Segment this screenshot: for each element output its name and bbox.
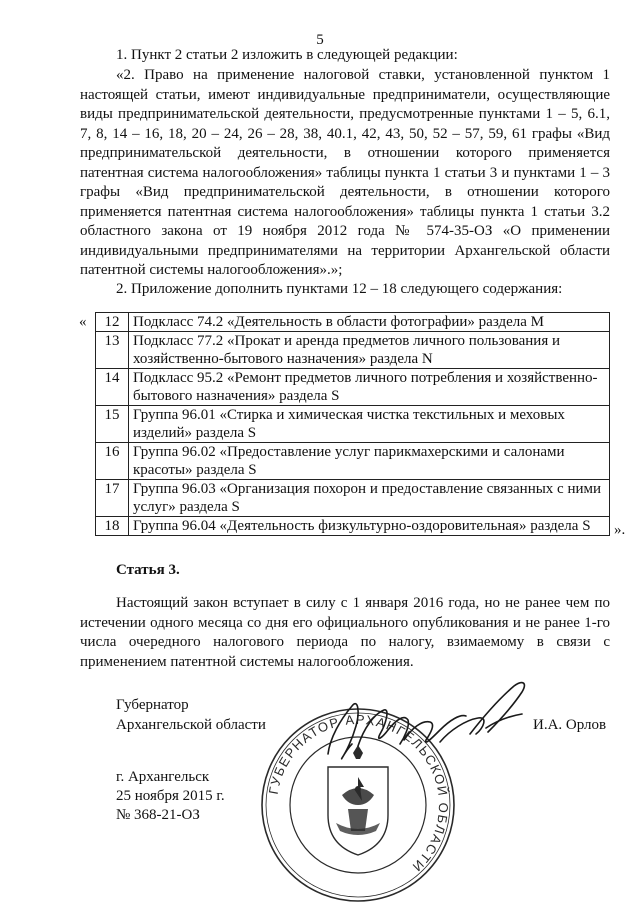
paragraph-effective-date: Настоящий закон вступает в силу с 1 января 2016 года, но не ранее чем по истечении одного месяца со дня его официального опубликования и не ранее 1-го числа очередного налогового периода по налогу, взимаемому в связи с применением патентной системы налогообложения. <box>80 595 610 670</box>
table-opening-quote: « <box>79 314 87 330</box>
signatory-title <box>116 695 266 735</box>
paragraph-amendment-intro: 1. Пункт 2 статьи 2 изложить в следующей редакции: <box>116 47 458 63</box>
row-text: Группа 96.03 «Организация похорон и предоставление связанных с ними услуг» раздела S <box>129 480 610 517</box>
place: г. Архангельск <box>116 769 210 785</box>
table-row <box>96 517 610 536</box>
row-text: Группа 96.04 «Деятельность физкультурно-оздоровительная» раздела S <box>129 517 610 536</box>
law-number: № 368-21-ОЗ <box>116 807 200 823</box>
row-text: Группа 96.01 «Стирка и химическая чистка текстильных и меховых изделий» раздела S <box>129 406 610 443</box>
table-row <box>96 313 610 332</box>
paragraph-appendix-intro: 2. Приложение дополнить пунктами 12 – 18 следующего содержания: <box>116 281 563 297</box>
row-number: 14 <box>96 369 129 406</box>
appendix-table <box>95 312 610 536</box>
svg-text:ГУБЕРНАТОР АРХАНГЕЛЬСКОЙ ОБЛАС: ГУБЕРНАТОР АРХАНГЕЛЬСКОЙ ОБЛАСТИ <box>265 711 452 876</box>
page-number: 5 <box>316 32 324 48</box>
signatory-title-line2: Архангельской области <box>116 717 266 733</box>
date: 25 ноября 2015 г. <box>116 788 225 804</box>
table-closing-quote: ». <box>614 522 626 538</box>
row-number: 12 <box>96 313 129 332</box>
row-number: 13 <box>96 332 129 369</box>
row-number: 18 <box>96 517 129 536</box>
article-title: Статья 3. <box>116 562 180 578</box>
row-text: Группа 96.02 «Предоставление услуг парикмахерскими и салонами красоты» раздела S <box>129 443 610 480</box>
signatory-name: И.А. Орлов <box>533 717 607 733</box>
table-row <box>96 369 610 406</box>
place-date-block <box>116 768 225 825</box>
row-number: 17 <box>96 480 129 517</box>
row-number: 15 <box>96 406 129 443</box>
paragraph-amendment-text: «2. Право на применение налоговой ставки, установленной пунктом 1 настоящей статьи, имеют индивидуальные предприниматели, осуществляющие виды предпринимательской деятельности, предусмотренные пунктами 1 – 5, 6.1, 7, 8, 14 – 16, 18, 20 – 24, 26 – 28, 38, 40.1, 42, 43, 50, 52 – 57, 59, 61 графы «Вид предпринимательской деятельности, в отношении которого применяется патентная система налогообложения» таблицы пункта 1 статьи 3 и пунктами 1 – 3 графы «Вид предпринимательской деятельности, в отношении которого применяется патентная система налогообложения» таблицы пункта 1 статьи 3.2 областного закона от 19 ноября 2012 года № 574-35-ОЗ «О применении индивидуальными предпринимателями на территории Архангельской области патентной системы налогообложения».»; <box>80 67 610 278</box>
table-row <box>96 480 610 517</box>
row-text: Подкласс 74.2 «Деятельность в области фотографии» раздела M <box>129 313 610 332</box>
table-row <box>96 332 610 369</box>
row-text: Подкласс 77.2 «Прокат и аренда предметов личного пользования и хозяйственно-бытового назначения» раздела N <box>129 332 610 369</box>
row-number: 16 <box>96 443 129 480</box>
table-row <box>96 443 610 480</box>
row-text: Подкласс 95.2 «Ремонт предметов личного потребления и хозяйственно-бытового назначения» раздела S <box>129 369 610 406</box>
signatory-title-line1: Губернатор <box>116 697 189 713</box>
table-row <box>96 406 610 443</box>
handwritten-signature <box>300 668 550 778</box>
